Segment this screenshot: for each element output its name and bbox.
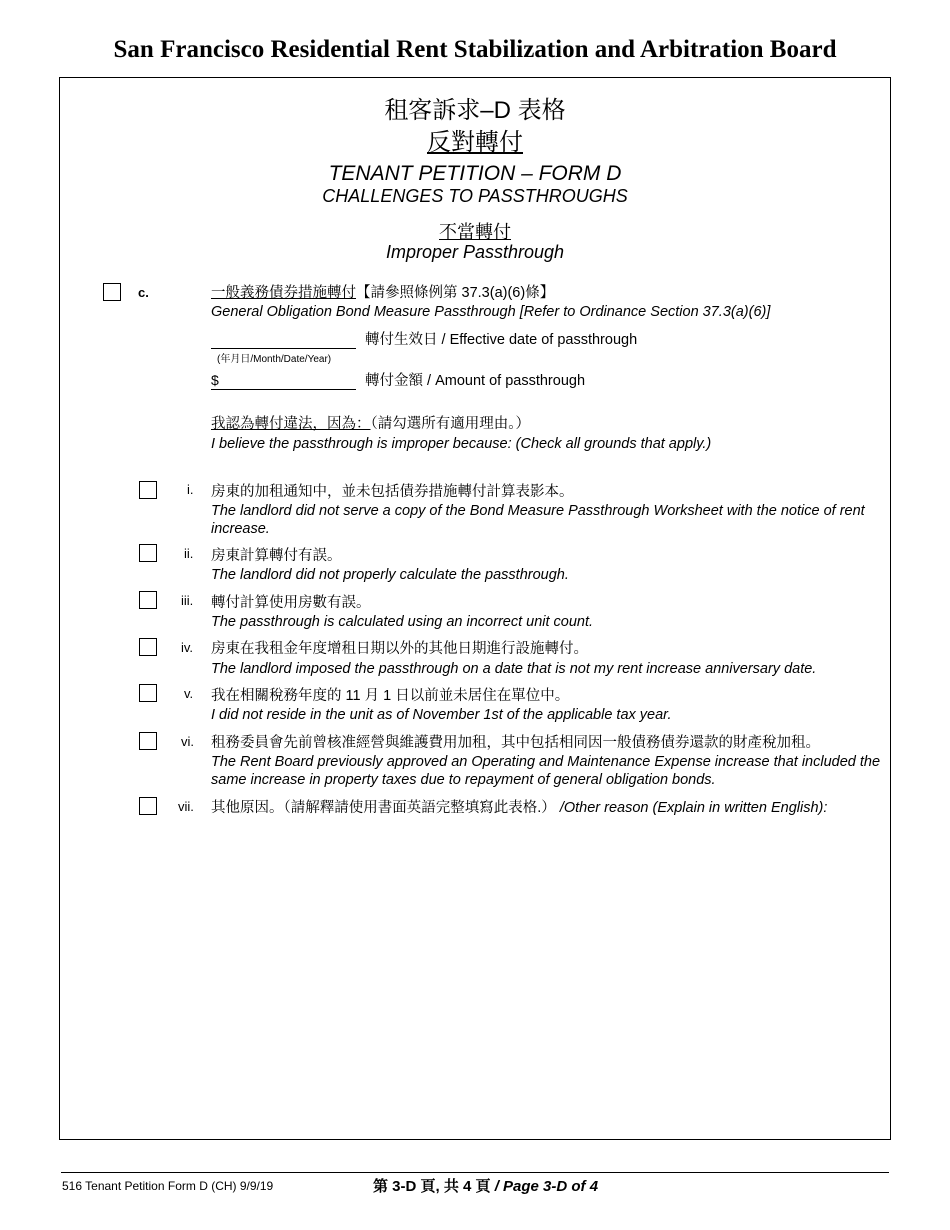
item-c-title-en: General Obligation Bond Measure Passthrough [Refer to Ordinance Section 37.3(a)(6)]: [211, 304, 771, 320]
ground-i-num: i.: [187, 482, 194, 497]
ground-vii-en: /Other reason (Explain in written English):: [559, 800, 828, 816]
item-c-checkbox[interactable]: [103, 283, 121, 301]
ground-vii-zh: 其他原因。（請解釋請使用書面英語完整填寫此表格.）: [211, 800, 556, 816]
amount-prefix: $: [211, 372, 219, 388]
ground-iv-zh: 房東在我租金年度增租日期以外的其他日期進行設施轉付。: [211, 641, 588, 657]
form-subtitle-en: CHALLENGES TO PASSTHROUGHS: [322, 186, 628, 206]
date-format-hint: (年月日/Month/Date/Year): [217, 354, 332, 365]
footer-form-id: 516 Tenant Petition Form D (CH) 9/9/19: [62, 1179, 274, 1193]
form-title-zh: 租客訴求–D 表格: [384, 97, 566, 124]
ground-ii-zh: 房東計算轉付有誤。: [211, 548, 342, 564]
belief-zh-note: （請勾選所有適用理由。）: [370, 416, 530, 432]
page-header-title: San Francisco Residential Rent Stabilization and Arbitration Board: [113, 36, 837, 63]
effective-date-label: 轉付生效日 / Effective date of passthrough: [365, 332, 638, 348]
ground-i-zh: 房東的加租通知中，並未包括債券措施轉付計算表影本。: [211, 484, 574, 500]
ground-vii-text: [211, 799, 883, 817]
ground-ii-num: ii.: [184, 546, 194, 561]
ground-v-en: I did not reside in the unit as of November 1st of the applicable tax year.: [211, 707, 672, 723]
belief-statement-en: I believe the passthrough is improper because: (Check all grounds that apply.): [211, 436, 712, 452]
ground-iii-en: The passthrough is calculated using an incorrect unit count.: [211, 614, 594, 630]
footer-divider: [61, 1172, 889, 1173]
form-title-en: TENANT PETITION – FORM D: [328, 162, 622, 185]
ground-iii-checkbox[interactable]: [139, 591, 157, 609]
belief-statement-zh: [211, 415, 883, 433]
ground-i-en: The landlord did not serve a copy of the Bond Measure Passthrough Worksheet with the notice of rent increase.: [211, 503, 865, 537]
ground-ii-checkbox[interactable]: [139, 544, 157, 562]
amount-label: 轉付金額 / Amount of passthrough: [365, 373, 586, 389]
ground-v-num: v.: [184, 686, 194, 701]
section-title-en: Improper Passthrough: [385, 242, 565, 262]
item-c-title-zh: 一般義務債券措施轉付: [211, 285, 356, 301]
ground-i-checkbox[interactable]: [139, 481, 157, 499]
section-title-zh: 不當轉付: [439, 222, 511, 242]
ground-vii-checkbox[interactable]: [139, 797, 157, 815]
ground-v-checkbox[interactable]: [139, 684, 157, 702]
ground-v-zh: 我在相關稅務年度的 11 月 1 日以前並未居住在單位中。: [211, 688, 570, 704]
ground-iii-num: iii.: [181, 593, 194, 608]
item-c-label: c.: [138, 285, 149, 300]
ground-ii-en: The landlord did not properly calculate the passthrough.: [211, 567, 569, 583]
ground-vi-en: The Rent Board previously approved an Operating and Maintenance Expense increase that included the same increase in property taxes due to repayment of general obligation bonds.: [211, 754, 881, 788]
ground-vii-num: vii.: [178, 799, 194, 814]
footer-page-en: / Page 3-D of 4: [494, 1178, 599, 1195]
other-reason-writing-area[interactable]: [211, 823, 871, 1123]
item-c-ref-zh: 【請參照條例第 37.3(a)(6)條】: [356, 285, 555, 301]
amount-field[interactable]: [211, 371, 356, 390]
footer-page-zh: 第 3-D 頁, 共 4 頁: [373, 1178, 491, 1195]
belief-zh: 我認為轉付違法，因為：: [211, 416, 371, 432]
ground-vi-zh: 租務委員會先前曾核准經營與維護費用加租，其中包括相同因一般債務債券還款的財產稅加租。: [211, 735, 820, 751]
ground-iv-num: iv.: [181, 640, 194, 655]
ground-iv-en: The landlord imposed the passthrough on a date that is not my rent increase anniversary date.: [211, 661, 817, 677]
form-subtitle-zh: 反對轉付: [427, 129, 523, 156]
ground-vi-num: vi.: [181, 734, 194, 749]
footer-page-number: [373, 1175, 598, 1196]
ground-iii-zh: 轉付計算使用房數有誤。: [211, 595, 371, 611]
effective-date-field[interactable]: [211, 330, 356, 349]
ground-iv-checkbox[interactable]: [139, 638, 157, 656]
ground-vi-checkbox[interactable]: [139, 732, 157, 750]
item-c-title: [211, 284, 883, 302]
form-frame: [59, 77, 891, 1140]
